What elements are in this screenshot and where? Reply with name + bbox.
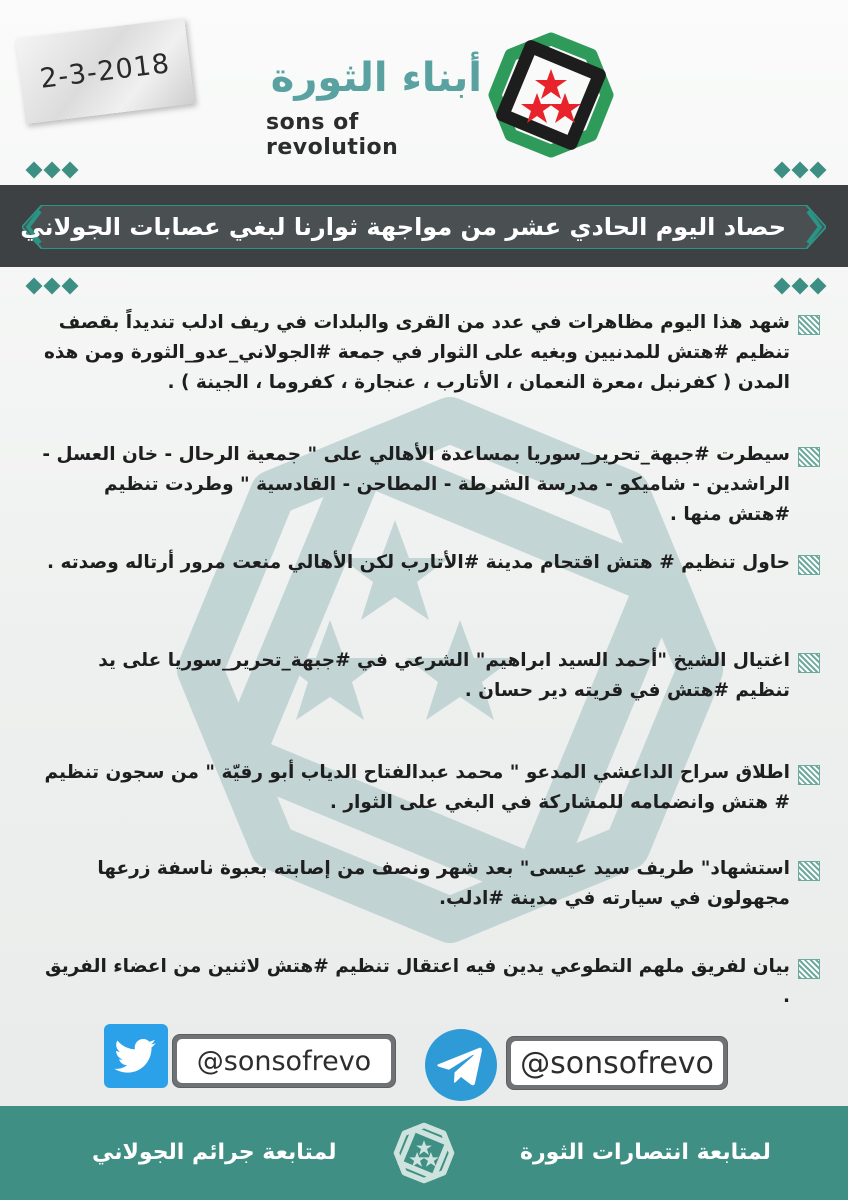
list-item	[40, 308, 820, 398]
bullet-icon	[798, 653, 820, 673]
item-text: حاول تنظيم # هتش اقتحام مدينة #الأتارب لكن الأهالي منعت مرور أرتاله وصدته .	[47, 552, 790, 573]
telegram-handle: @sonsofrevo	[511, 1041, 723, 1085]
footer-right-text[interactable]: لمتابعة انتصارات الثورة	[520, 1140, 771, 1165]
decorative-dots	[28, 280, 76, 292]
decorative-dots	[28, 164, 76, 176]
page-title: حصاد اليوم الحادي عشر من مواجهة ثوارنا لبغي عصابات الجولاني	[20, 213, 786, 241]
date-text: 2-3-2018	[38, 47, 172, 95]
twitter-handle-box[interactable]	[172, 1034, 396, 1088]
bullet-icon	[798, 959, 820, 979]
telegram-handle-box[interactable]	[506, 1036, 728, 1090]
date-label	[15, 18, 194, 124]
bullet-icon	[798, 315, 820, 335]
decorative-dots	[776, 280, 824, 292]
revolution-emblem-icon	[486, 30, 616, 160]
list-item	[40, 440, 820, 530]
item-text: اغتيال الشيخ "أحمد السيد ابراهيم" الشرعي في #جبهة_تحرير_سوريا على يد تنظيم #هتش في قريته دير حسان .	[98, 650, 790, 701]
bullet-icon	[798, 447, 820, 467]
revolution-emblem-icon	[392, 1118, 456, 1188]
item-text: اطلاق سراح الداعشي المدعو " محمد عبدالفتاح الدياب أبو رقيّة " من سجون تنظيم # هتش وانضمامه للمشاركة في البغي على الثوار .	[44, 762, 790, 813]
list-item	[40, 758, 820, 818]
item-text: بيان لفريق ملهم التطوعي يدين فيه اعتقال تنظيم #هتش لاثنين من اعضاء الفريق .	[45, 956, 790, 1007]
bullet-icon	[798, 555, 820, 575]
twitter-icon[interactable]	[104, 1024, 168, 1088]
footer-left-text[interactable]: لمتابعة جرائم الجولاني	[92, 1140, 337, 1165]
footer	[0, 1106, 848, 1200]
list-item	[40, 952, 820, 1012]
bullet-icon	[798, 861, 820, 881]
list-item	[40, 646, 820, 706]
logo-arabic-text: أبناء الثورة	[270, 55, 482, 101]
twitter-handle: @sonsofrevo	[177, 1039, 391, 1083]
logo-english-text: sons of revolution	[266, 110, 399, 160]
decorative-dots	[776, 164, 824, 176]
item-text: شهد هذا اليوم مظاهرات في عدد من القرى والبلدات في ريف ادلب تنديداً بقصف تنظيم #هتش للمدنيين وبغيه على الثوار في جمعة #الجولاني_عدو_الثورة ومن هذه المدن ( كفرنبل ،معرة النعمان ، الأتارب ، عنجارة ، كفروما ، الجينة ) .	[43, 312, 790, 393]
list-item	[40, 854, 820, 914]
title-bar	[0, 185, 848, 267]
telegram-icon[interactable]	[424, 1028, 498, 1102]
list-item	[40, 548, 820, 578]
bullet-icon	[798, 765, 820, 785]
item-text: استشهاد" طريف سيد عيسى" بعد شهر ونصف من إصابته بعبوة ناسفة زرعها مجهولون في سيارته في مدينة #ادلب.	[97, 858, 790, 909]
item-text: سيطرت #جبهة_تحرير_سوريا بمساعدة الأهالي على " جمعية الرحال - خان العسل - الراشدين - شاميكو - مدرسة الشرطة - المطاحن - القادسية " وطردت تنظيم #هتش منها .	[42, 444, 790, 525]
